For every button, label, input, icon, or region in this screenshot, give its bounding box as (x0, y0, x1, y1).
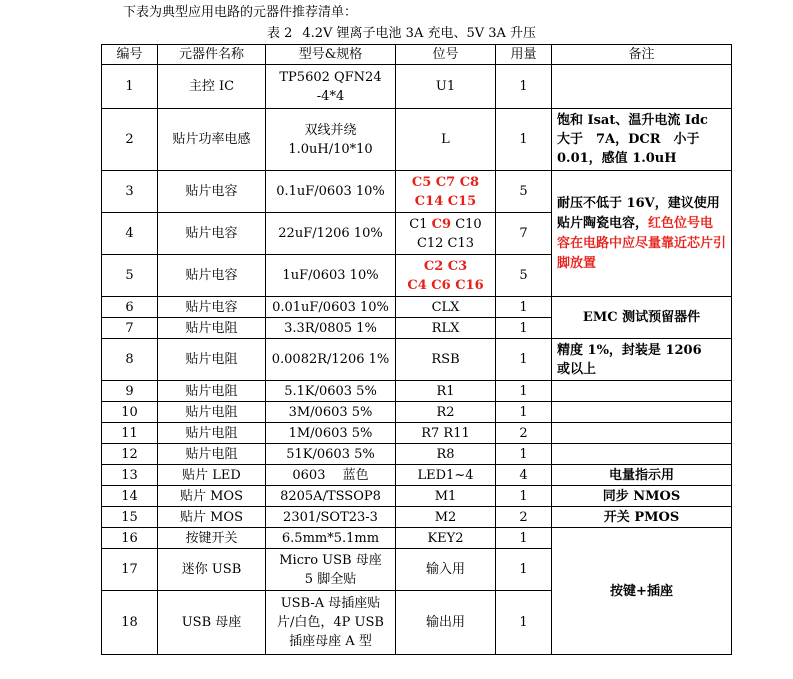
ref-part: C10 (451, 216, 482, 232)
cell-ref: R1 (396, 381, 496, 402)
spec-line: 5 脚全贴 (304, 571, 357, 587)
note-line: 大于 7A，DCR 小于 (557, 132, 700, 147)
cell-ref: 输出用 (396, 591, 496, 655)
ref-part-highlight: C9 (431, 216, 452, 232)
spec-line: Micro USB 母座 (279, 552, 382, 568)
cell-ref: R7 R11 (396, 423, 496, 444)
cell-spec: 0.01uF/0603 10% (266, 297, 396, 318)
note-capacitor (552, 171, 732, 297)
cell-spec: 0.0082R/1206 1% (266, 339, 396, 381)
cell-qty: 1 (496, 591, 552, 655)
cell-note-empty (552, 444, 732, 465)
table-row (102, 486, 732, 507)
cell-name: 贴片电容 (158, 171, 266, 213)
spec-line: 双线并绕 (304, 122, 357, 138)
caption-title: 4.2V 锂离子电池 3A 充电、5V 3A 升压 (302, 26, 537, 41)
cell-qty: 4 (496, 465, 552, 486)
cell-name: 贴片电阻 (158, 318, 266, 339)
cell-note-empty (552, 381, 732, 402)
note-inductor (552, 109, 732, 171)
cell-name: 贴片电阻 (158, 339, 266, 381)
table-row (102, 297, 732, 318)
cell-qty: 1 (496, 528, 552, 549)
cell-no: 12 (102, 444, 158, 465)
note-line: 或以上 (557, 361, 597, 377)
caption-number: 表 2 (266, 26, 293, 41)
cell-spec: 2301/SOT23-3 (266, 507, 396, 528)
cell-no: 4 (102, 213, 158, 255)
cell-no: 6 (102, 297, 158, 318)
table-row (102, 444, 732, 465)
cell-name: 贴片电阻 (158, 444, 266, 465)
cell-ref-highlight (396, 171, 496, 213)
cell-spec: 3M/0603 5% (266, 402, 396, 423)
cell-ref: RLX (396, 318, 496, 339)
cell-spec: 8205A/TSSOP8 (266, 486, 396, 507)
cell-spec: 1uF/0603 10% (266, 255, 396, 297)
note-sync-nmos: 同步 NMOS (552, 486, 732, 507)
cell-name: 贴片 MOS (158, 486, 266, 507)
note-button-socket: 按键+插座 (552, 528, 732, 655)
table-row (102, 381, 732, 402)
cell-ref: U1 (396, 65, 496, 109)
cell-name: 主控 IC (158, 65, 266, 109)
cell-no: 2 (102, 109, 158, 171)
spec-line: -4*4 (316, 88, 345, 104)
cell-name: 贴片电容 (158, 255, 266, 297)
cell-qty: 1 (496, 402, 552, 423)
cell-qty: 1 (496, 297, 552, 318)
intro-text: 下表为典型应用电路的元器件推荐清单： (123, 5, 358, 20)
table-row (102, 339, 732, 381)
cell-name: 迷你 USB (158, 549, 266, 591)
cell-spec: 0.1uF/0603 10% (266, 171, 396, 213)
header-spec: 型号&规格 (266, 45, 396, 65)
cell-spec (266, 65, 396, 109)
cell-name: 贴片电阻 (158, 423, 266, 444)
cell-qty: 7 (496, 213, 552, 255)
cell-ref: RSB (396, 339, 496, 381)
cell-no: 18 (102, 591, 158, 655)
cell-spec: 0603 蓝色 (266, 465, 396, 486)
cell-qty: 1 (496, 339, 552, 381)
header-ref: 位号 (396, 45, 496, 65)
note-line: 精度 1%，封装是 1206 (557, 342, 702, 358)
table-row (102, 423, 732, 444)
table-caption (0, 22, 793, 41)
cell-ref: KEY2 (396, 528, 496, 549)
cell-spec (266, 591, 396, 655)
cell-ref: M1 (396, 486, 496, 507)
cell-no: 15 (102, 507, 158, 528)
cell-ref (396, 213, 496, 255)
ref-line: C14 C15 (414, 193, 477, 209)
cell-ref: LED1~4 (396, 465, 496, 486)
table-header-row (102, 45, 732, 65)
cell-name: 贴片电容 (158, 213, 266, 255)
cell-name: 贴片电阻 (158, 381, 266, 402)
spec-line: 插座母座 A 型 (289, 634, 372, 649)
cell-note-empty (552, 65, 732, 109)
cell-ref: 输入用 (396, 549, 496, 591)
cell-qty: 1 (496, 444, 552, 465)
cell-qty: 5 (496, 171, 552, 213)
note-line: 饱和 Isat、温升电流 Idc (557, 113, 708, 128)
cell-spec: 1M/0603 5% (266, 423, 396, 444)
header-name: 元器件名称 (158, 45, 266, 65)
note-emc: EMC 测试预留器件 (552, 297, 732, 339)
spec-line: TP5602 QFN24 (279, 69, 382, 85)
cell-ref: M2 (396, 507, 496, 528)
header-qty: 用量 (496, 45, 552, 65)
table-row (102, 171, 732, 213)
table-row (102, 109, 732, 171)
cell-qty: 1 (496, 65, 552, 109)
cell-qty: 2 (496, 507, 552, 528)
cell-qty: 5 (496, 255, 552, 297)
table-row (102, 528, 732, 549)
table-row (102, 402, 732, 423)
cell-ref: R2 (396, 402, 496, 423)
cell-spec (266, 549, 396, 591)
note-capacitor-text: 耐压不低于 16V，建议使用贴片陶瓷电容， (557, 195, 720, 231)
header-notes: 备注 (552, 45, 732, 65)
cell-no: 5 (102, 255, 158, 297)
cell-name: 贴片 MOS (158, 507, 266, 528)
cell-no: 16 (102, 528, 158, 549)
header-no: 编号 (102, 45, 158, 65)
cell-spec: 6.5mm*5.1mm (266, 528, 396, 549)
cell-no: 14 (102, 486, 158, 507)
cell-ref-highlight (396, 255, 496, 297)
table-row (102, 465, 732, 486)
note-led: 电量指示用 (552, 465, 732, 486)
cell-spec: 5.1K/0603 5% (266, 381, 396, 402)
ref-line: C2 C3 (423, 258, 468, 274)
spec-line: USB-A 母插座贴 (280, 596, 381, 611)
cell-no: 8 (102, 339, 158, 381)
cell-name: 贴片功率电感 (158, 109, 266, 171)
cell-no: 9 (102, 381, 158, 402)
table-row (102, 507, 732, 528)
cell-qty: 1 (496, 318, 552, 339)
ref-line: C12 C13 (416, 235, 475, 251)
ref-line (400, 215, 491, 234)
bom-table (101, 44, 732, 655)
note-line: 0.01，感值 1.0uH (557, 151, 677, 166)
cell-spec: 22uF/1206 10% (266, 213, 396, 255)
cell-name: 按键开关 (158, 528, 266, 549)
cell-no: 1 (102, 65, 158, 109)
cell-qty: 1 (496, 486, 552, 507)
note-capacitor-highlight: 红色位号电容在电路中应尽量靠近芯片引脚放置 (557, 215, 727, 271)
cell-qty: 1 (496, 109, 552, 171)
cell-ref: R8 (396, 444, 496, 465)
ref-line: C5 C7 C8 (411, 174, 480, 190)
note-rsense (552, 339, 732, 381)
cell-no: 13 (102, 465, 158, 486)
ref-line: C4 C6 C16 (407, 277, 484, 293)
spec-line: 1.0uH/10*10 (288, 141, 373, 157)
cell-no: 10 (102, 402, 158, 423)
cell-name: 贴片 LED (158, 465, 266, 486)
note-switch-pmos: 开关 PMOS (552, 507, 732, 528)
cell-note-empty (552, 423, 732, 444)
table-row (102, 65, 732, 109)
cell-spec: 3.3R/0805 1% (266, 318, 396, 339)
cell-name: 贴片电阻 (158, 402, 266, 423)
cell-ref: L (396, 109, 496, 171)
cell-spec (266, 109, 396, 171)
cell-ref: CLX (396, 297, 496, 318)
cell-qty: 2 (496, 423, 552, 444)
cell-name: USB 母座 (158, 591, 266, 655)
cell-no: 11 (102, 423, 158, 444)
cell-no: 17 (102, 549, 158, 591)
cell-no: 7 (102, 318, 158, 339)
cell-qty: 1 (496, 549, 552, 591)
cell-spec: 51K/0603 5% (266, 444, 396, 465)
cell-qty: 1 (496, 381, 552, 402)
cell-name: 贴片电容 (158, 297, 266, 318)
ref-part: C1 (409, 216, 432, 232)
cell-no: 3 (102, 171, 158, 213)
spec-line: 片/白色，4P USB (277, 615, 384, 630)
cell-note-empty (552, 402, 732, 423)
